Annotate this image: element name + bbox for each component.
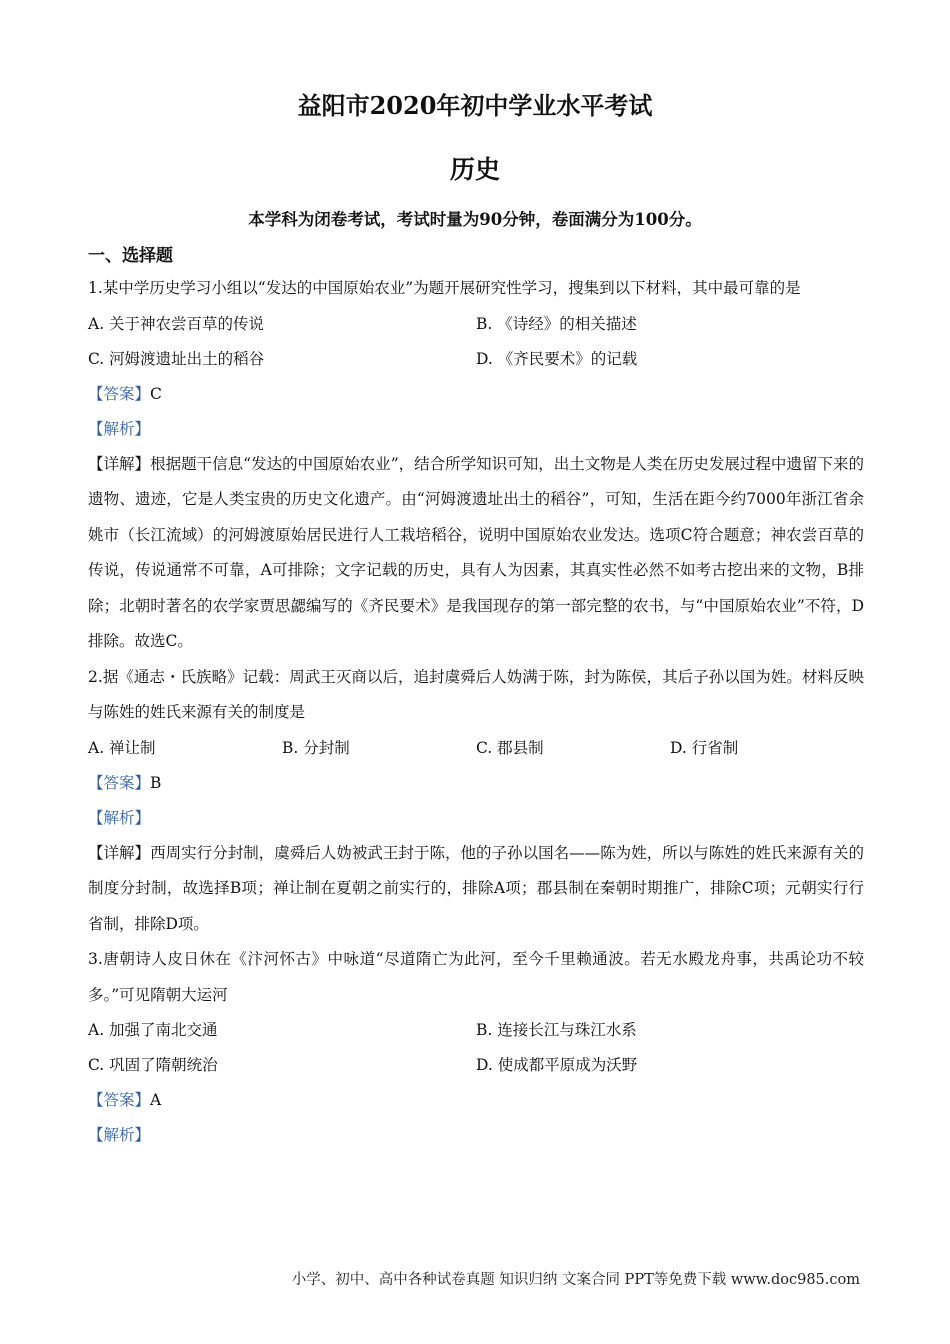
analysis-tag: 【解析】 <box>88 1126 151 1144</box>
option-d: D. 行省制 <box>670 738 739 757</box>
question-2-options <box>88 731 864 766</box>
answer-tag: 【答案】 <box>88 1091 151 1109</box>
question-1-options-2 <box>88 342 864 377</box>
analysis-tag: 【解析】 <box>88 419 151 438</box>
question-1-options <box>88 307 864 342</box>
detail-text: 根据题干信息“发达的中国原始农业”，结合所学知识可知，出土文物是人类在历史发展过程中遗留下来的遗物、遗迹，它是人类宝贵的历史文化遗产。由“河姆渡遗址出土的稻谷”，可知，生活在距今约7000年浙江省余姚市（长江流域）的河姆渡原始居民进行人工栽培稻谷，说明中国原始农业发达。选项C符合题意；神农尝百草的传说，传说通常不可靠，A可排除；文字记载的历史，具有人为因素，其真实性必然不如考古挖出来的文物，B排除；北朝时著名的农学家贾思勰编写的《齐民要术》是我国现存的第一部完整的农书，与“中国原始农业”不符，D排除。故选C。 <box>88 454 864 650</box>
option-d: D. 使成都平原成为沃野 <box>476 1056 638 1074</box>
question-1-stem: 1.某中学历史学习小组以“发达的中国原始农业”为题开展研究性学习，搜集到以下材料，其中最可靠的是 <box>88 279 801 297</box>
questions-body <box>88 271 864 1153</box>
option-d: D. 《齐民要术》的记载 <box>476 349 638 368</box>
answer-value: B <box>150 773 162 792</box>
answer-tag: 【答案】 <box>88 384 151 403</box>
question-2-answer <box>88 766 864 801</box>
answer-tag: 【答案】 <box>88 773 151 792</box>
section-heading: 一、选择题 <box>88 246 173 266</box>
question-2-analysis <box>88 801 864 836</box>
question-2-stem: 2.据《通志・氏族略》记载：周武王灭商以后，追封虞舜后人妫满于陈，封为陈侯，其后子孙以国为姓。材料反映与陈姓的姓氏来源有关的制度是 <box>88 667 864 721</box>
option-b: B. 分封制 <box>282 738 350 757</box>
question-3-answer <box>88 1083 864 1118</box>
analysis-tag: 【解析】 <box>88 808 151 827</box>
question-3-analysis <box>88 1118 864 1153</box>
question-1-answer <box>88 377 864 412</box>
question-1-analysis <box>88 412 864 447</box>
option-b: B. 《诗经》的相关描述 <box>476 314 637 333</box>
answer-value: C <box>150 384 162 403</box>
exam-note: 本学科为闭卷考试，考试时量为90分钟，卷面满分为100分。 <box>248 210 702 229</box>
question-3-stem: 3.唐朝诗人皮日休在《汴河怀古》中咏道“尽道隋亡为此河，至今千里赖通波。若无水殿龙舟事，共禹论功不较多。”可见隋朝大运河 <box>88 950 864 1004</box>
option-c: C. 郡县制 <box>476 738 544 757</box>
option-a: A. 关于神农尝百草的传说 <box>88 314 265 333</box>
detail-tag: 【详解】 <box>88 843 151 862</box>
question-3-options <box>88 1013 864 1048</box>
detail-tag: 【详解】 <box>88 454 151 473</box>
subject-title: 历史 <box>449 155 500 184</box>
option-c: C. 巩固了隋朝统治 <box>88 1056 218 1074</box>
option-a: A. 加强了南北交通 <box>88 1021 218 1039</box>
page-footer: 小学、初中、高中各种试卷真题 知识归纳 文案合同 PPT等免费下载 www.doc985.com <box>291 1272 860 1288</box>
option-c: C. 河姆渡遗址出土的稻谷 <box>88 349 265 368</box>
option-b: B. 连接长江与珠江水系 <box>476 1021 637 1039</box>
exam-title: 益阳市2020年初中学业水平考试 <box>297 91 653 120</box>
detail-text: 西周实行分封制，虞舜后人妫被武王封于陈，他的子孙以国名——陈为姓，所以与陈姓的姓氏来源有关的制度分封制，故选择B项；禅让制在夏朝之前实行的，排除A项；郡县制在秦朝时期推广，排除C项；元朝实行行省制，排除D项。 <box>88 843 864 933</box>
answer-value: A <box>150 1091 162 1109</box>
question-1-detail <box>88 447 864 660</box>
question-3-options-2 <box>88 1048 864 1083</box>
option-a: A. 禅让制 <box>88 738 156 757</box>
question-2-detail <box>88 836 864 943</box>
